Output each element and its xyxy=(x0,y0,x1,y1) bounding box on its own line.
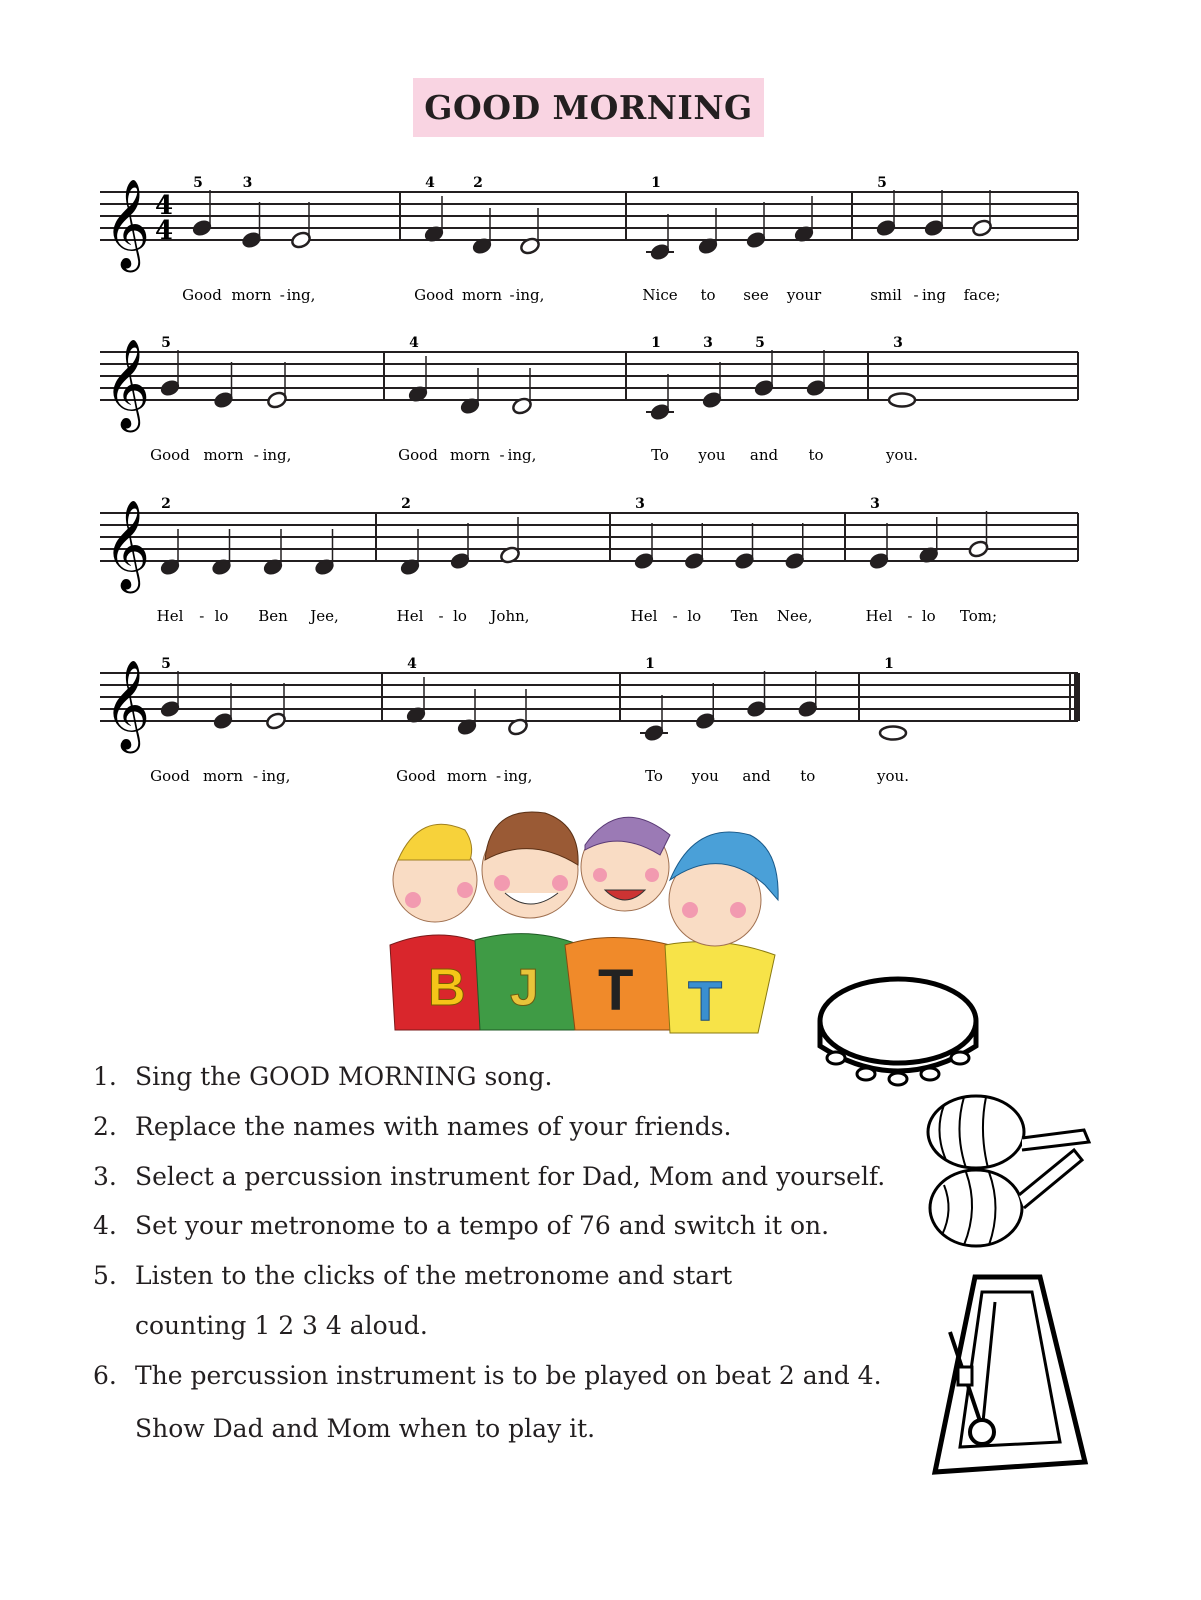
instruction-5-continued: counting 1 2 3 4 aloud. xyxy=(135,1311,428,1340)
lyric-syllable: smil xyxy=(870,286,902,304)
lyric-hyphen: - xyxy=(199,607,205,625)
lyric-syllable: Good xyxy=(398,446,438,464)
kids-illustration xyxy=(380,805,790,1040)
lyric-syllable: you xyxy=(691,767,719,785)
finger-number: 3 xyxy=(242,175,253,191)
lyric-hyphen: - xyxy=(509,286,515,304)
lyric-syllable: ing, xyxy=(507,446,537,464)
lyric-syllable: morn xyxy=(202,767,244,785)
lyric-hyphen: - xyxy=(252,767,259,785)
finger-number: 5 xyxy=(877,175,887,191)
lyric-syllable: ing, xyxy=(261,767,291,785)
finger-number: 3 xyxy=(635,496,645,512)
finger-number: 5 xyxy=(161,656,171,672)
note-head xyxy=(889,394,915,407)
final-barline xyxy=(1074,673,1080,721)
finger-number: 3 xyxy=(870,496,880,512)
lyric-hyphen: - xyxy=(279,286,285,304)
lyric-syllable: you. xyxy=(877,767,909,785)
lyric-syllable: morn xyxy=(449,446,491,464)
finger-number: 5 xyxy=(193,175,203,191)
instruction-3: 3. Select a percussion instrument for Dad, Mom and yourself. xyxy=(93,1162,886,1191)
finger-number: 1 xyxy=(651,175,661,191)
lyric-syllable: ing, xyxy=(286,286,316,304)
lyric-syllable: to xyxy=(800,767,816,785)
lyric-syllable: ing, xyxy=(262,446,292,464)
treble-clef-icon: 𝄞 xyxy=(104,179,151,269)
lyric-hyphen: - xyxy=(907,607,913,625)
lyric-syllable: morn xyxy=(446,767,488,785)
lyric-syllable: and xyxy=(742,767,771,785)
instruction-4: 4. Set your metronome to a tempo of 76 and switch it on. xyxy=(93,1211,830,1240)
lyric-syllable: Jee, xyxy=(310,607,339,625)
lyric-syllable: lo xyxy=(921,607,936,625)
lyric-hyphen: - xyxy=(438,607,444,625)
lyric-syllable: To xyxy=(651,446,669,464)
instruction-5: 5. Listen to the clicks of the metronome and start xyxy=(93,1261,733,1290)
lyric-syllable: ing xyxy=(921,286,947,304)
instruction-2: 2. Replace the names with names of your friends. xyxy=(93,1112,732,1141)
svg-text:B: B xyxy=(428,959,466,1017)
lyric-hyphen: - xyxy=(913,286,919,304)
lyric-syllable: Good xyxy=(182,286,222,304)
svg-text:J: J xyxy=(510,959,539,1017)
finger-number: 1 xyxy=(645,656,655,672)
lyric-syllable: Good xyxy=(414,286,454,304)
lyric-hyphen: - xyxy=(672,607,678,625)
time-signature-top: 4 xyxy=(155,191,174,221)
lyric-syllable: Nee, xyxy=(776,607,813,625)
finger-number: 2 xyxy=(401,496,411,512)
lyric-syllable: and xyxy=(749,446,779,464)
lyric-syllable: Hel xyxy=(156,607,184,625)
finger-number: 4 xyxy=(409,335,419,351)
treble-clef-icon: 𝄞 xyxy=(104,339,151,429)
maracas-illustration xyxy=(924,1090,1096,1256)
lyric-hyphen: - xyxy=(499,446,505,464)
lyric-syllable: lo xyxy=(214,607,229,625)
kid-3 xyxy=(565,817,670,1030)
lyric-syllable: Ten xyxy=(730,607,759,625)
kid-4 xyxy=(665,832,778,1033)
lyric-syllable: your xyxy=(786,286,822,304)
lyric-syllable: Good xyxy=(396,767,436,785)
lyric-hyphen: - xyxy=(253,446,259,464)
finger-number: 1 xyxy=(884,656,894,672)
lyric-syllable: morn xyxy=(203,446,244,464)
lyric-syllable: face; xyxy=(963,286,1001,304)
kid-1 xyxy=(390,824,488,1030)
finger-number: 2 xyxy=(161,496,171,512)
song-title: GOOD MORNING xyxy=(413,78,764,137)
svg-text:T: T xyxy=(688,969,723,1032)
finger-number: 3 xyxy=(893,335,903,351)
lyric-syllable: ing, xyxy=(503,767,533,785)
lyric-syllable: Hel xyxy=(865,607,893,625)
lyric-syllable: John, xyxy=(490,607,530,625)
instruction-1: 1. Sing the GOOD MORNING song. xyxy=(93,1062,553,1091)
finger-number: 4 xyxy=(425,175,435,191)
instruction-6: 6. The percussion instrument is to be played on beat 2 and 4. xyxy=(93,1361,882,1390)
lyric-syllable: see xyxy=(743,286,769,304)
lyric-syllable: Nice xyxy=(642,286,678,304)
lyric-syllable: ing, xyxy=(515,286,545,304)
lyric-syllable: To xyxy=(645,767,663,785)
lyric-syllable: morn xyxy=(461,286,503,304)
lyric-syllable: lo xyxy=(453,607,467,625)
treble-clef-icon: 𝄞 xyxy=(104,660,151,750)
treble-clef-icon: 𝄞 xyxy=(104,500,151,590)
lyric-hyphen: - xyxy=(495,767,502,785)
tambourine-illustration xyxy=(806,966,991,1101)
kid-2 xyxy=(475,812,580,1030)
lyric-syllable: Tom; xyxy=(959,607,998,625)
lyric-syllable: Hel xyxy=(630,607,658,625)
finger-number: 5 xyxy=(755,335,765,351)
lyric-syllable: Hel xyxy=(396,607,424,625)
lyric-syllable: Good xyxy=(150,446,190,464)
time-signature-bottom: 4 xyxy=(155,216,174,246)
lyric-syllable: you xyxy=(698,446,726,464)
metronome-illustration xyxy=(920,1262,1092,1484)
lyric-syllable: Ben xyxy=(258,607,288,625)
lyric-syllable: to xyxy=(808,446,824,464)
finger-number: 5 xyxy=(161,335,171,351)
svg-text:T: T xyxy=(598,958,634,1023)
lyric-syllable: lo xyxy=(687,607,702,625)
instruction-6-continued: Show Dad and Mom when to play it. xyxy=(135,1414,596,1443)
finger-number: 2 xyxy=(473,175,483,191)
lyric-syllable: to xyxy=(700,286,716,304)
finger-number: 3 xyxy=(703,335,713,351)
note-head xyxy=(880,727,906,740)
lyric-syllable: Good xyxy=(150,767,190,785)
finger-number: 4 xyxy=(407,656,417,672)
finger-number: 1 xyxy=(651,335,661,351)
lyric-syllable: morn xyxy=(231,286,272,304)
lyric-syllable: you. xyxy=(886,446,918,464)
